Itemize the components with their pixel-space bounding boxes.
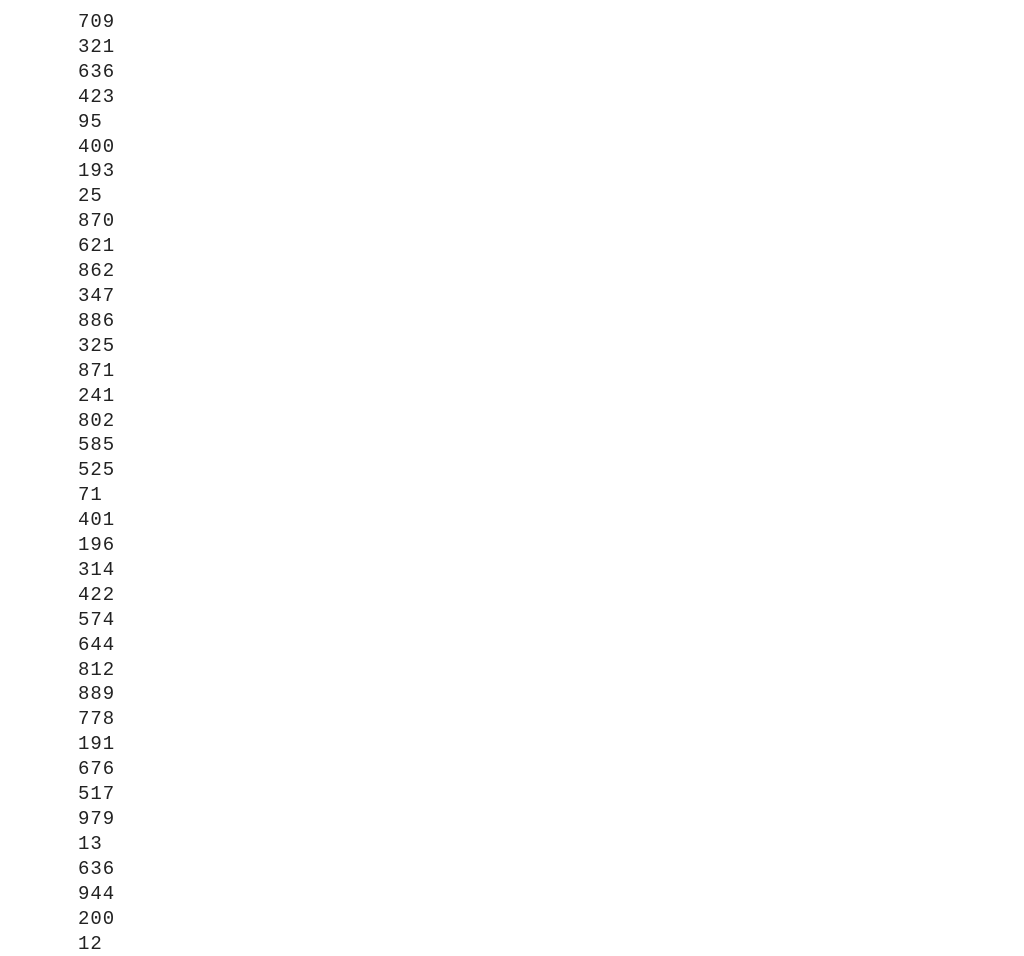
list-item: 870 — [78, 210, 116, 233]
list-item: 944 — [78, 882, 116, 905]
list-item: 709 — [78, 11, 116, 33]
list-item: 191 — [78, 733, 116, 756]
list-item: 200 — [78, 907, 116, 930]
list-item: 401 — [78, 509, 116, 532]
list-item: 314 — [78, 558, 116, 581]
list-item: 517 — [78, 783, 116, 806]
list-item: 636 — [78, 857, 116, 880]
list-item: 676 — [78, 758, 116, 781]
list-item: 889 — [78, 683, 116, 706]
list-item: 812 — [78, 658, 116, 681]
list-item: 422 — [78, 583, 116, 606]
list-item: 241 — [78, 384, 116, 407]
list-item: 423 — [78, 85, 116, 108]
list-item: 621 — [78, 235, 116, 258]
list-item: 574 — [78, 608, 116, 631]
list-item: 644 — [78, 633, 116, 656]
list-item: 862 — [78, 260, 116, 283]
list-item: 196 — [78, 534, 116, 557]
list-item: 886 — [78, 309, 116, 332]
list-item: 525 — [78, 459, 116, 482]
list-item: 25 — [78, 185, 103, 208]
list-item: 325 — [78, 334, 116, 357]
list-item: 321 — [78, 35, 116, 58]
list-item: 400 — [78, 135, 116, 158]
list-item: 871 — [78, 359, 116, 382]
list-item: 95 — [78, 110, 103, 133]
list-item: 12 — [78, 932, 103, 955]
list-item: 802 — [78, 409, 116, 432]
list-item: 585 — [78, 434, 116, 457]
list-item: 347 — [78, 284, 116, 307]
list-item: 71 — [78, 484, 103, 507]
list-item: 979 — [78, 808, 116, 830]
list-item: 778 — [78, 708, 116, 731]
list-item: 193 — [78, 160, 116, 183]
number-list — [78, 10, 115, 956]
list-item: 13 — [78, 832, 103, 855]
list-item: 636 — [78, 60, 116, 83]
